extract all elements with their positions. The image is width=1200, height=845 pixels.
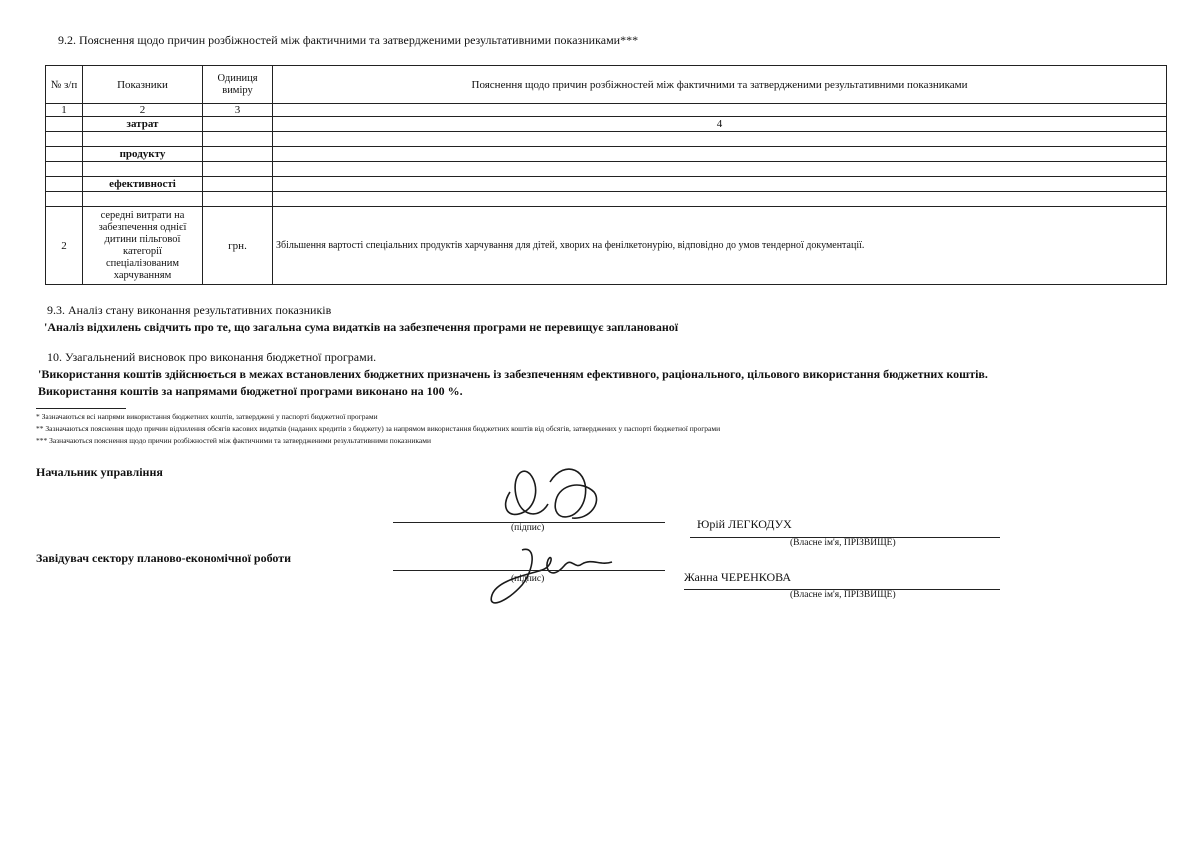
planning-sign-caption: (підпис): [511, 574, 545, 584]
colnum-1: 1: [46, 104, 83, 117]
row-indicator: середні витрати на забезпечення однієї дитини пільгової категорії спеціалізованим харчуванням: [83, 207, 203, 285]
footnote-divider: [36, 408, 126, 409]
table-row-costs: [46, 117, 1167, 132]
head-sign-caption: (підпис): [511, 523, 545, 533]
head-role: Начальник управління: [36, 465, 163, 479]
header-indicators: Показники: [83, 66, 203, 104]
colnum-2: 2: [83, 104, 203, 117]
table-row-avg-cost: [46, 207, 1167, 285]
planning-signature-line: [393, 570, 665, 571]
section-10-line2: Використання коштів за напрямами бюджетної програми виконано на 100 %.: [38, 384, 463, 398]
table-colnum-row: [46, 104, 1167, 117]
table-header-row: [46, 66, 1167, 104]
planning-name: Жанна ЧЕРЕНКОВА: [684, 570, 792, 584]
planning-role: Завідувач сектору планово-економічної роботи: [36, 551, 292, 565]
colnum-4: 4: [273, 117, 1167, 132]
header-explanation: Пояснення щодо причин розбіжностей між фактичними та затвердженими результативними показниками: [273, 66, 1167, 104]
section-10-title: 10. Узагальнений висновок про виконання бюджетної програми.: [47, 350, 377, 364]
header-num: № з/п: [46, 66, 83, 104]
row-num: 2: [46, 207, 83, 285]
header-unit: Одиниця виміру: [203, 66, 273, 104]
table-row: [46, 132, 1167, 147]
footnote-2: ** Зазначаються пояснення щодо причин відхилення обсягів касових видатків (наданих кредитів з бюджету) за напрямом використання бюджетних коштів від обсягів, затверджених у паспорті бюджетної програми: [36, 424, 721, 433]
section-9-3-title: 9.3. Аналіз стану виконання результативних показників: [47, 303, 332, 317]
discrepancy-table: [45, 65, 1167, 285]
section-10-line1: 'Використання коштів здійснюється в межах встановлених бюджетних призначень із забезпеченням ефективного, раціонального, цільового використання бюджетних коштів.: [38, 367, 988, 381]
planning-signature-image: [482, 540, 622, 615]
table-row: [46, 162, 1167, 177]
footnote-3: *** Зазначаються пояснення щодо причин розбіжностей між фактичними та затвердженими результативними показниками: [36, 436, 431, 445]
group-product: продукту: [83, 147, 203, 162]
group-efficiency: ефективності: [83, 177, 203, 192]
head-name-caption: (Власне ім'я, ПРІЗВИЩЕ): [790, 538, 896, 548]
head-signature-image: [490, 462, 620, 530]
table-row-product: [46, 147, 1167, 162]
planning-name-caption: (Власне ім'я, ПРІЗВИЩЕ): [790, 590, 896, 600]
head-name: Юрій ЛЕГКОДУХ: [697, 517, 792, 531]
table-row: [46, 192, 1167, 207]
footnote-1: * Зазначаються всі напрями використання бюджетних коштів, затверджені у паспорті бюджетної програми: [36, 412, 378, 421]
table-row-efficiency: [46, 177, 1167, 192]
section-9-2-title: 9.2. Пояснення щодо причин розбіжностей між фактичними та затвердженими результативними показниками***: [58, 33, 639, 47]
section-9-3-text: 'Аналіз відхилень свідчить про те, що загальна сума видатків на забезпечення програми не перевищує запланованої: [44, 320, 679, 334]
row-explanation: Збільшення вартості спеціальних продуктів харчування для дітей, хворих на фенілкетонурію, відповідно до умов тендерної документації.: [273, 207, 1167, 285]
colnum-3: 3: [203, 104, 273, 117]
row-unit: грн.: [203, 207, 273, 285]
colnum-4-spacer: [273, 104, 1167, 117]
group-costs: затрат: [83, 117, 203, 132]
